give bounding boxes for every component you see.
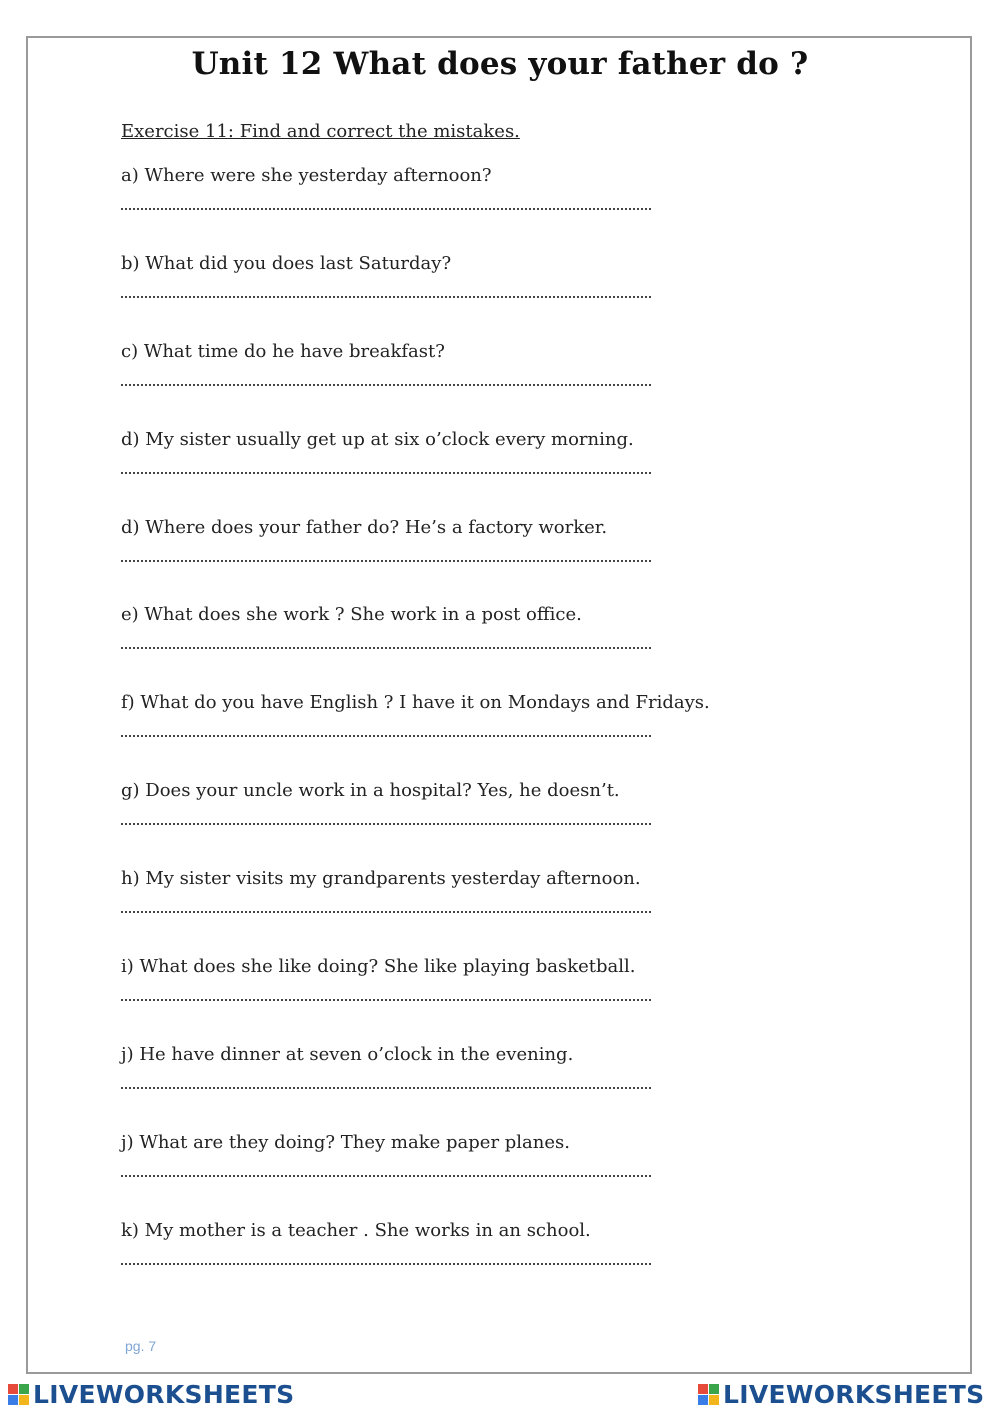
brand-logo-left[interactable] xyxy=(8,1380,294,1409)
answer-line[interactable] xyxy=(121,911,651,913)
question-item xyxy=(121,692,881,780)
question-item xyxy=(121,604,881,692)
question-item xyxy=(121,165,881,253)
page-number: pg. 7 xyxy=(125,1338,157,1354)
question-item xyxy=(121,1132,881,1220)
liveworksheets-logo-icon xyxy=(8,1384,30,1406)
question-item xyxy=(121,956,881,1044)
answer-line[interactable] xyxy=(121,208,651,210)
question-text: b) What did you does last Saturday? xyxy=(121,252,452,274)
question-text: k) My mother is a teacher . She works in an school. xyxy=(121,1219,591,1241)
answer-line[interactable] xyxy=(121,823,651,825)
question-item xyxy=(121,868,881,956)
question-item xyxy=(121,1220,881,1308)
question-text: a) Where were she yesterday afternoon? xyxy=(121,165,492,186)
exercise-heading: Exercise 11: Find and correct the mistakes. xyxy=(121,121,520,142)
question-text: d) My sister usually get up at six o’clock every morning. xyxy=(121,428,634,450)
answer-line[interactable] xyxy=(121,1175,651,1177)
question-text: c) What time do he have breakfast? xyxy=(121,340,445,362)
question-item xyxy=(121,341,881,429)
question-item xyxy=(121,1044,881,1132)
answer-line[interactable] xyxy=(121,472,651,474)
question-text: j) What are they doing? They make paper planes. xyxy=(121,1131,570,1153)
question-text: h) My sister visits my grandparents yesterday afternoon. xyxy=(121,868,641,890)
question-text: j) He have dinner at seven o’clock in the evening. xyxy=(121,1043,574,1065)
question-item xyxy=(121,780,881,868)
question-list xyxy=(121,165,881,1308)
answer-line[interactable] xyxy=(121,296,651,298)
answer-line[interactable] xyxy=(121,647,651,649)
answer-line[interactable] xyxy=(121,384,651,386)
brand-label-left: LIVEWORKSHEETS xyxy=(33,1380,295,1409)
answer-line[interactable] xyxy=(121,1263,651,1265)
answer-line[interactable] xyxy=(121,735,651,737)
brand-logo-right[interactable] xyxy=(698,1380,984,1409)
question-text: e) What does she work ? She work in a post office. xyxy=(121,604,582,626)
question-text: f) What do you have English ? I have it on Mondays and Fridays. xyxy=(121,692,710,714)
question-item xyxy=(121,253,881,341)
answer-line[interactable] xyxy=(121,999,651,1001)
question-text: d) Where does your father do? He’s a factory worker. xyxy=(121,516,608,538)
question-text: i) What does she like doing? She like playing basketball. xyxy=(121,956,636,978)
question-text: g) Does your uncle work in a hospital? Yes, he doesn’t. xyxy=(121,780,620,802)
question-item xyxy=(121,517,881,605)
answer-line[interactable] xyxy=(121,560,651,562)
liveworksheets-logo-icon xyxy=(698,1384,720,1406)
question-item xyxy=(121,429,881,517)
brand-label-right: LIVEWORKSHEETS xyxy=(723,1380,985,1409)
answer-line[interactable] xyxy=(121,1087,651,1089)
page-title: Unit 12 What does your father do ? xyxy=(191,46,809,82)
